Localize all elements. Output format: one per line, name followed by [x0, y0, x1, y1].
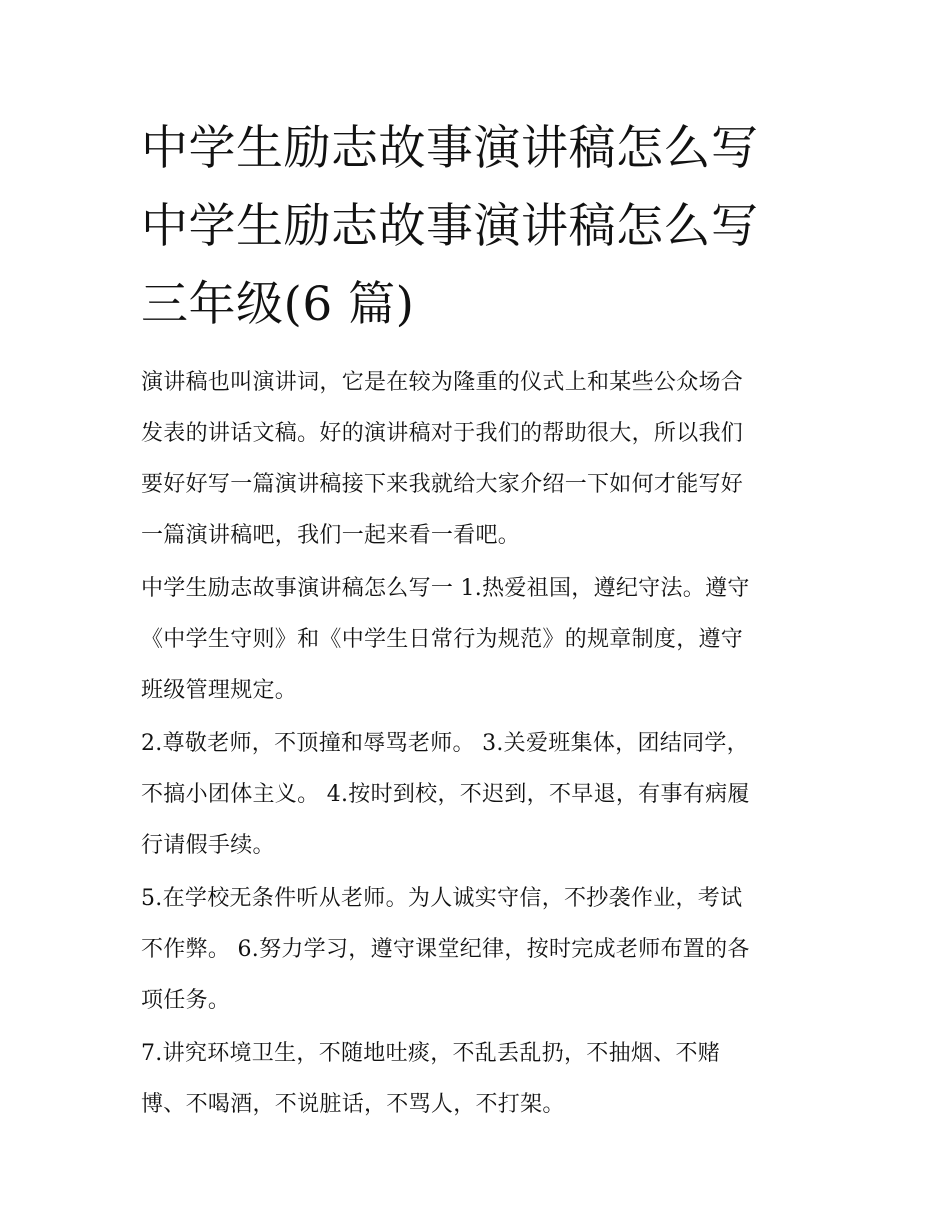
title-line: 中学生励志故事演讲稿怎么写: [141, 121, 759, 176]
text-line: 发表的讲话文稿。好的演讲稿对于我们的帮助很大，所以我们: [141, 421, 744, 446]
text-line: 班级管理规定。: [141, 678, 298, 703]
text-line: 演讲稿也叫演讲词，它是在较为隆重的仪式上和某些公众场合: [141, 370, 744, 395]
text-line: 2.尊敬老师，不顶撞和辱骂老师。 3.关爱班集体，团结同学，: [141, 731, 749, 756]
document-body: [141, 357, 831, 1132]
paragraph-items-5-6: [141, 873, 831, 1026]
paragraph-item-7: [141, 1028, 831, 1130]
title-line: 三年级(6 篇): [141, 277, 415, 332]
paragraph-items-2-4: [141, 718, 831, 871]
text-line: 不搞小团体主义。 4.按时到校，不迟到，不早退，有事有病履: [141, 782, 750, 807]
text-line: 要好好写一篇演讲稿接下来我就给大家介绍一下如何才能写好: [141, 472, 744, 497]
title-line: 中学生励志故事演讲稿怎么写: [141, 199, 759, 254]
text-line: 一篇演讲稿吧，我们一起来看一看吧。: [141, 523, 521, 548]
paragraph-section-one: [141, 563, 831, 716]
document-title: [141, 110, 831, 344]
text-line: 不作弊。 6.努力学习，遵守课堂纪律，按时完成老师布置的各: [141, 937, 750, 962]
text-line: 博、不喝酒，不说脏话，不骂人，不打架。: [141, 1092, 565, 1117]
text-line: 中学生励志故事演讲稿怎么写一 1.热爱祖国，遵纪守法。遵守: [141, 576, 750, 601]
paragraph-intro: [141, 357, 831, 561]
text-line: 5.在学校无条件听从老师。为人诚实守信，不抄袭作业，考试: [141, 886, 743, 911]
text-line: 项任务。: [141, 988, 231, 1013]
text-line: 《中学生守则》和《中学生日常行为规范》的规章制度，遵守: [141, 627, 744, 652]
text-line: 7.讲究环境卫生，不随地吐痰，不乱丢乱扔，不抽烟、不赌: [141, 1041, 721, 1066]
text-line: 行请假手续。: [141, 833, 275, 858]
